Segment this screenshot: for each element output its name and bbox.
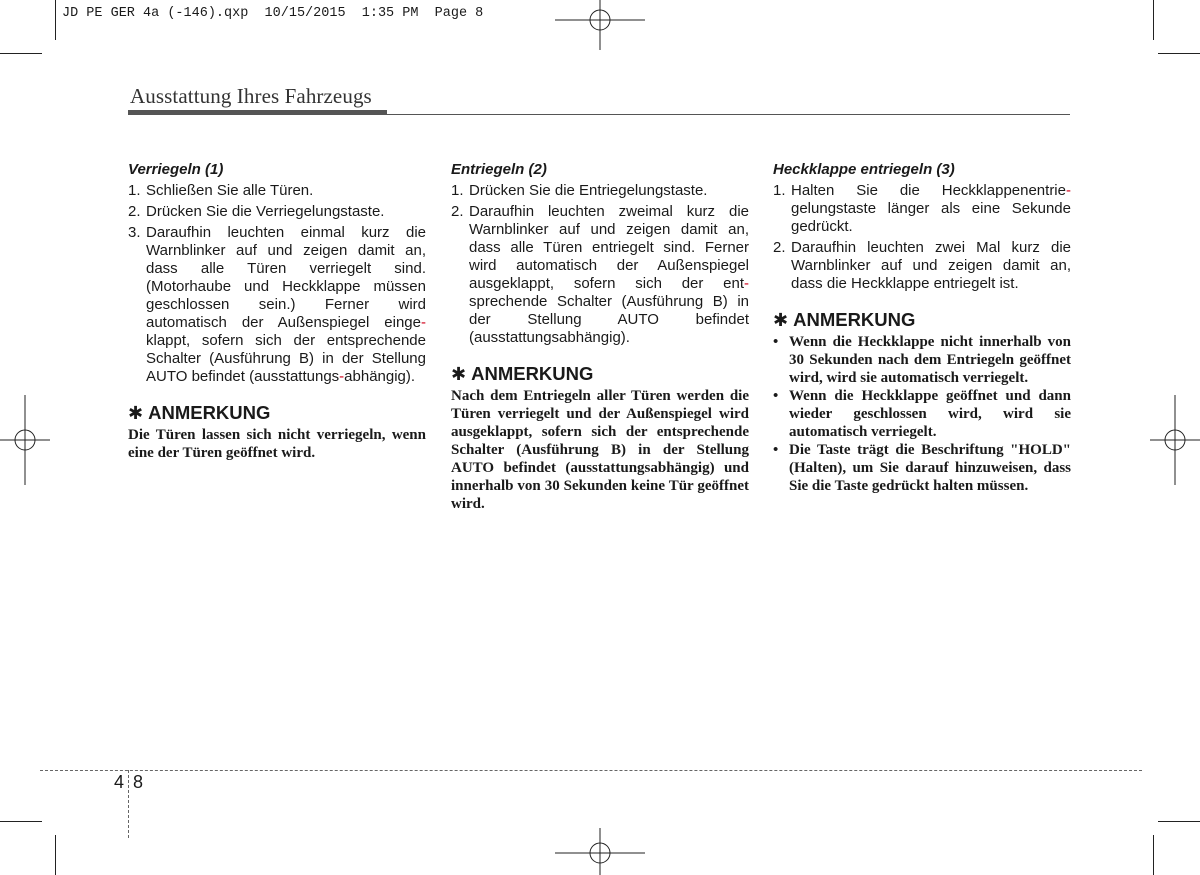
asterisk-icon: ✱ (773, 310, 789, 330)
asterisk-icon: ✱ (451, 364, 467, 384)
crop-mark-top-left-h (0, 53, 42, 54)
list-item: 2. Drücken Sie die Verriegelungstaste. (128, 203, 385, 220)
registration-mark-top-icon (555, 0, 645, 50)
registration-mark-bottom-icon (555, 828, 645, 875)
print-slug: JD PE GER 4a (-146).qxp 10/15/2015 1:35 PM Page 8 (62, 6, 484, 21)
column-lock (128, 160, 426, 462)
crop-mark-top-right-v (1153, 0, 1154, 40)
section-title: Ausstattung Ihres Fahrzeugs (130, 84, 372, 108)
crop-mark-bottom-left-v (55, 835, 56, 875)
subheading-tailgate: Heckklappe entriegeln (3) (773, 161, 955, 178)
crop-mark-bottom-right-h (1158, 821, 1200, 822)
title-rule-thick (128, 110, 387, 115)
note-text: Die Türen lassen sich nicht verriegeln, wenn eine der Türen geöffnet wird. (128, 427, 426, 461)
crop-mark-top-right-h (1158, 53, 1200, 54)
list-item: 1. Drücken Sie die Entriegelungstaste. (451, 182, 708, 199)
note-heading: ✱ ANMERKUNG (773, 309, 916, 330)
subheading-lock: Verriegeln (1) (128, 161, 224, 178)
note-heading: ✱ ANMERKUNG (128, 402, 271, 423)
footer-dashed-divider (128, 770, 129, 838)
note-text: Nach dem Entriegeln aller Türen werden die Türen verriegelt und der Außenspiegel wird ausgeklappt, sofern sich der entsprechende Schalter (Ausführung B) in der Stellung AUTO befindet (ausstattungsabhängig) und innerhalb von 30 Sekunden keine Tür geöffnet wird. (451, 388, 749, 512)
list-item: • Die Taste trägt die Beschriftung "HOLD" (Halten), um Sie darauf hinzuweisen, dass Sie die Taste gedrückt halten müssen. (773, 442, 1071, 494)
steps-lock (128, 182, 426, 386)
title-rule-thin (387, 114, 1070, 115)
hyphen-mark: - (421, 314, 426, 331)
bullet-icon: • (773, 334, 779, 350)
steps-tailgate (773, 182, 1071, 293)
list-item: 1. Halten Sie die Heckklappenentrie-gelungstaste länger als eine Sekunde gedrückt. (773, 182, 1071, 235)
steps-unlock (451, 182, 749, 347)
crop-mark-top-left-v (55, 0, 56, 40)
note-heading: ✱ ANMERKUNG (451, 363, 594, 384)
page-chapter-number: 4 (114, 772, 125, 792)
registration-mark-right-icon (1150, 395, 1200, 485)
hyphen-mark: - (339, 368, 345, 385)
column-unlock (451, 160, 749, 513)
registration-mark-left-icon (0, 395, 50, 485)
subheading-unlock: Entriegeln (2) (451, 161, 547, 178)
list-item: 2. Daraufhin leuchten zwei Mal kurz die Warnblinker auf und zeigen damit an, dass die Heckklappe entriegelt ist. (773, 239, 1071, 292)
crop-mark-bottom-left-h (0, 821, 42, 822)
list-item: • Wenn die Heckklappe nicht innerhalb von 30 Sekunden nach dem Entriegeln geöffnet wird, wird sie automatisch verriegelt. (773, 334, 1071, 386)
list-item: 2. Daraufhin leuchten zweimal kurz die Warnblinker auf und zeigen damit an, dass alle Türen entriegelt sind. Ferner wird automatisch der Außenspiegel ausgeklappt, sofern sich der ent-sprechende Schalter (Ausführung B) in der Stellung AUTO befindet (ausstattungsabhängig). (451, 203, 749, 346)
list-item: • Wenn die Heckklappe geöffnet und dann wieder geschlossen wird, wird sie automatisch verriegelt. (773, 388, 1071, 440)
hyphen-mark: - (1066, 182, 1071, 199)
bullet-icon: • (773, 388, 779, 404)
page-number: 8 (133, 772, 144, 792)
list-item: 1. Schließen Sie alle Türen. (128, 182, 314, 199)
note-list (773, 333, 1071, 495)
hyphen-mark: - (744, 275, 749, 292)
footer-dashed-rule (40, 770, 1142, 771)
crop-mark-bottom-right-v (1153, 835, 1154, 875)
column-tailgate (773, 160, 1071, 495)
asterisk-icon: ✱ (128, 403, 144, 423)
list-item: 3. Daraufhin leuchten einmal kurz die Warnblinker auf und zeigen damit an, dass alle Türen verriegelt sind. (Motorhaube und Heckklappe müssen geschlossen sein.) Ferner wird automatisch der Außenspiegel einge-klappt, sofern sich der entsprechende Schalter (Ausführung B) in der Stellung AUTO befindet (ausstattungs-abhängig). (128, 224, 426, 385)
bullet-icon: • (773, 442, 779, 458)
